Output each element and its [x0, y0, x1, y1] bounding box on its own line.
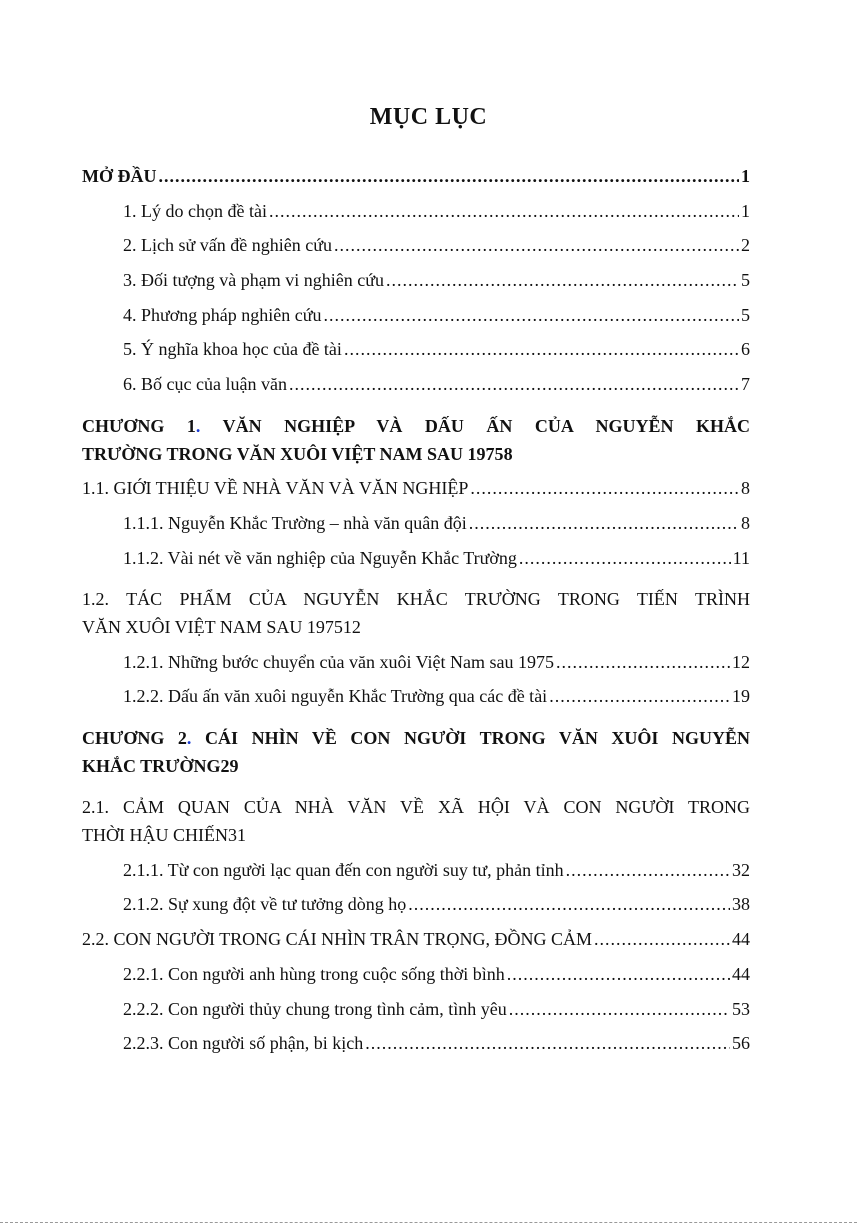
toc-leader-dots: [509, 999, 730, 1020]
toc-page-number: 31: [227, 825, 246, 846]
toc-leader-dots: [269, 201, 739, 222]
toc-entry: [82, 374, 750, 409]
toc-page-number: 38: [732, 894, 750, 915]
toc-leader-dots: [507, 964, 730, 985]
toc-entry-label: 3. Đối tượng và phạm vi nghiên cứu: [123, 270, 384, 291]
toc-section-continuation: [82, 617, 750, 652]
toc-entry-label: 2. Lịch sử vấn đề nghiên cứu: [123, 235, 332, 256]
toc-page-number: 8: [741, 478, 750, 499]
toc-entry-label: 1.2.1. Những bước chuyển của văn xuôi Việt Nam sau 1975: [123, 651, 555, 672]
toc-entry-label: 2.2.1. Con người anh hùng trong cuộc sống thời bình: [123, 963, 505, 984]
toc-page-number: 8: [741, 512, 750, 533]
toc-entry: [82, 513, 750, 548]
toc-entry-label: MỞ ĐẦU: [82, 166, 157, 186]
toc-entry: [82, 1033, 750, 1068]
toc-entry: [82, 305, 750, 340]
toc-page-number: 1: [741, 166, 750, 186]
toc-page-number: 8: [503, 443, 513, 464]
toc-section-heading: [82, 582, 750, 617]
page-title: MỤC LỤC: [369, 104, 488, 130]
toc-entry: [82, 270, 750, 305]
toc-entry: [82, 235, 750, 270]
toc-entry: [82, 339, 750, 374]
toc-page-number: 5: [741, 304, 750, 325]
toc-chapter-continuation: [82, 756, 750, 791]
toc-section-heading: [82, 790, 750, 825]
toc-entry-label: 2.1.2. Sự xung đột về tư tưởng dòng họ: [123, 894, 407, 915]
toc-leader-dots: [594, 929, 730, 950]
toc-leader-dots: [469, 513, 739, 534]
toc-leader-dots: [334, 235, 739, 256]
toc-entry-label: 2.2.2. Con người thủy chung trong tình cảm, tình yêu: [123, 998, 507, 1019]
toc-leader-dots: [549, 686, 730, 707]
toc-entry: [82, 860, 750, 895]
toc-entry-mo-dau: [82, 166, 750, 201]
toc-page-number: 44: [732, 963, 750, 984]
toc-leader-dots: [566, 860, 730, 881]
toc-page-number: 53: [732, 998, 750, 1019]
toc-entry-label: 1.1. GIỚI THIỆU VỀ NHÀ VĂN VÀ VĂN NGHIỆP: [82, 478, 469, 499]
toc-chapter-heading: [82, 409, 750, 444]
toc-section-continuation: [82, 825, 750, 860]
toc-entry: [82, 548, 750, 583]
table-of-contents: [82, 166, 750, 1068]
toc-entry: [82, 964, 750, 999]
toc-entry-label: 1.1.2. Vài nét về văn nghiệp của Nguyễn Khắc Trường: [123, 547, 517, 568]
chapter-number: CHƯƠNG 2: [82, 728, 187, 748]
toc-leader-dots: [408, 894, 730, 915]
toc-page-number: 44: [732, 929, 750, 950]
toc-leader-dots: [470, 478, 739, 499]
toc-entry-label: VĂN XUÔI VIỆT NAM SAU 1975: [82, 616, 343, 637]
toc-entry: [82, 686, 750, 721]
toc-page-number: 5: [741, 270, 750, 291]
chapter-title-line: CÁI NHÌN VỀ CON NGƯỜI TRONG VĂN XUÔI NGUYỄN: [204, 728, 750, 748]
toc-entry-label: 2.1.1. Từ con người lạc quan đến con người suy tư, phản tỉnh: [123, 859, 564, 880]
toc-entry-label: 6. Bố cục của luận văn: [123, 374, 287, 395]
toc-page-number: 56: [732, 1033, 750, 1054]
chapter-dot: .: [195, 415, 201, 436]
toc-entry-label: 4. Phương pháp nghiên cứu: [123, 304, 322, 325]
toc-section: [82, 478, 750, 513]
toc-page-number: 1: [741, 200, 750, 221]
toc-page-number: 32: [732, 859, 750, 880]
toc-page-number: 7: [741, 374, 750, 395]
toc-leader-dots: [344, 339, 739, 360]
toc-entry-label: KHẮC TRƯỜNG: [82, 755, 221, 776]
chapter-number: CHƯƠNG 1: [82, 415, 196, 436]
toc-entry: [82, 999, 750, 1034]
chapter-title-line: VĂN NGHIỆP VÀ DẤU ẤN CỦA NGUYỄN KHẮC: [222, 415, 751, 436]
toc-section: [82, 929, 750, 964]
toc-leader-dots: [159, 166, 740, 187]
toc-leader-dots: [386, 270, 739, 291]
toc-leader-dots: [556, 652, 730, 673]
toc-page-number: 2: [741, 235, 750, 256]
chapter-dot: .: [186, 728, 192, 748]
toc-page-number: 12: [342, 616, 361, 637]
toc-entry-label: 5. Ý nghĩa khoa học của đề tài: [123, 339, 342, 360]
toc-leader-dots: [289, 374, 739, 395]
toc-entry-label: 2.2. CON NGƯỜI TRONG CÁI NHÌN TRÂN TRỌNG, ĐỒNG CẢM: [82, 929, 592, 950]
toc-leader-dots: [324, 305, 739, 326]
toc-entry: [82, 201, 750, 236]
toc-page-number: 29: [220, 755, 239, 776]
toc-entry: [82, 894, 750, 929]
toc-page-number: 19: [732, 686, 750, 707]
toc-leader-dots: [365, 1033, 730, 1054]
toc-entry: [82, 652, 750, 687]
toc-page-number: 12: [732, 651, 750, 672]
toc-entry-label: TRƯỜNG TRONG VĂN XUÔI VIỆT NAM SAU 1975: [82, 443, 504, 464]
toc-leader-dots: [519, 548, 731, 569]
toc-entry-label: 1.1.1. Nguyễn Khắc Trường – nhà văn quân đội: [123, 512, 467, 533]
toc-entry-label: 1. Lý do chọn đề tài: [123, 200, 267, 221]
toc-page-number: 6: [741, 339, 750, 360]
toc-chapter-heading: [82, 721, 750, 756]
toc-page-number: 11: [732, 547, 750, 568]
section-title-line: 2.1. CẢM QUAN CỦA NHÀ VĂN VỀ XÃ HỘI VÀ CON NGƯỜI TRONG: [82, 797, 750, 818]
toc-entry-label: 2.2.3. Con người số phận, bi kịch: [123, 1033, 364, 1054]
page-bottom-divider: [0, 1222, 857, 1224]
toc-chapter-continuation: [82, 444, 750, 479]
toc-entry-label: 1.2.2. Dấu ấn văn xuôi nguyễn Khắc Trường qua các đề tài: [123, 686, 548, 707]
toc-entry-label: THỜI HẬU CHIẾN: [82, 825, 228, 846]
section-title-line: 1.2. TÁC PHẨM CỦA NGUYỄN KHẮC TRƯỜNG TRONG TIẾN TRÌNH: [82, 589, 750, 610]
